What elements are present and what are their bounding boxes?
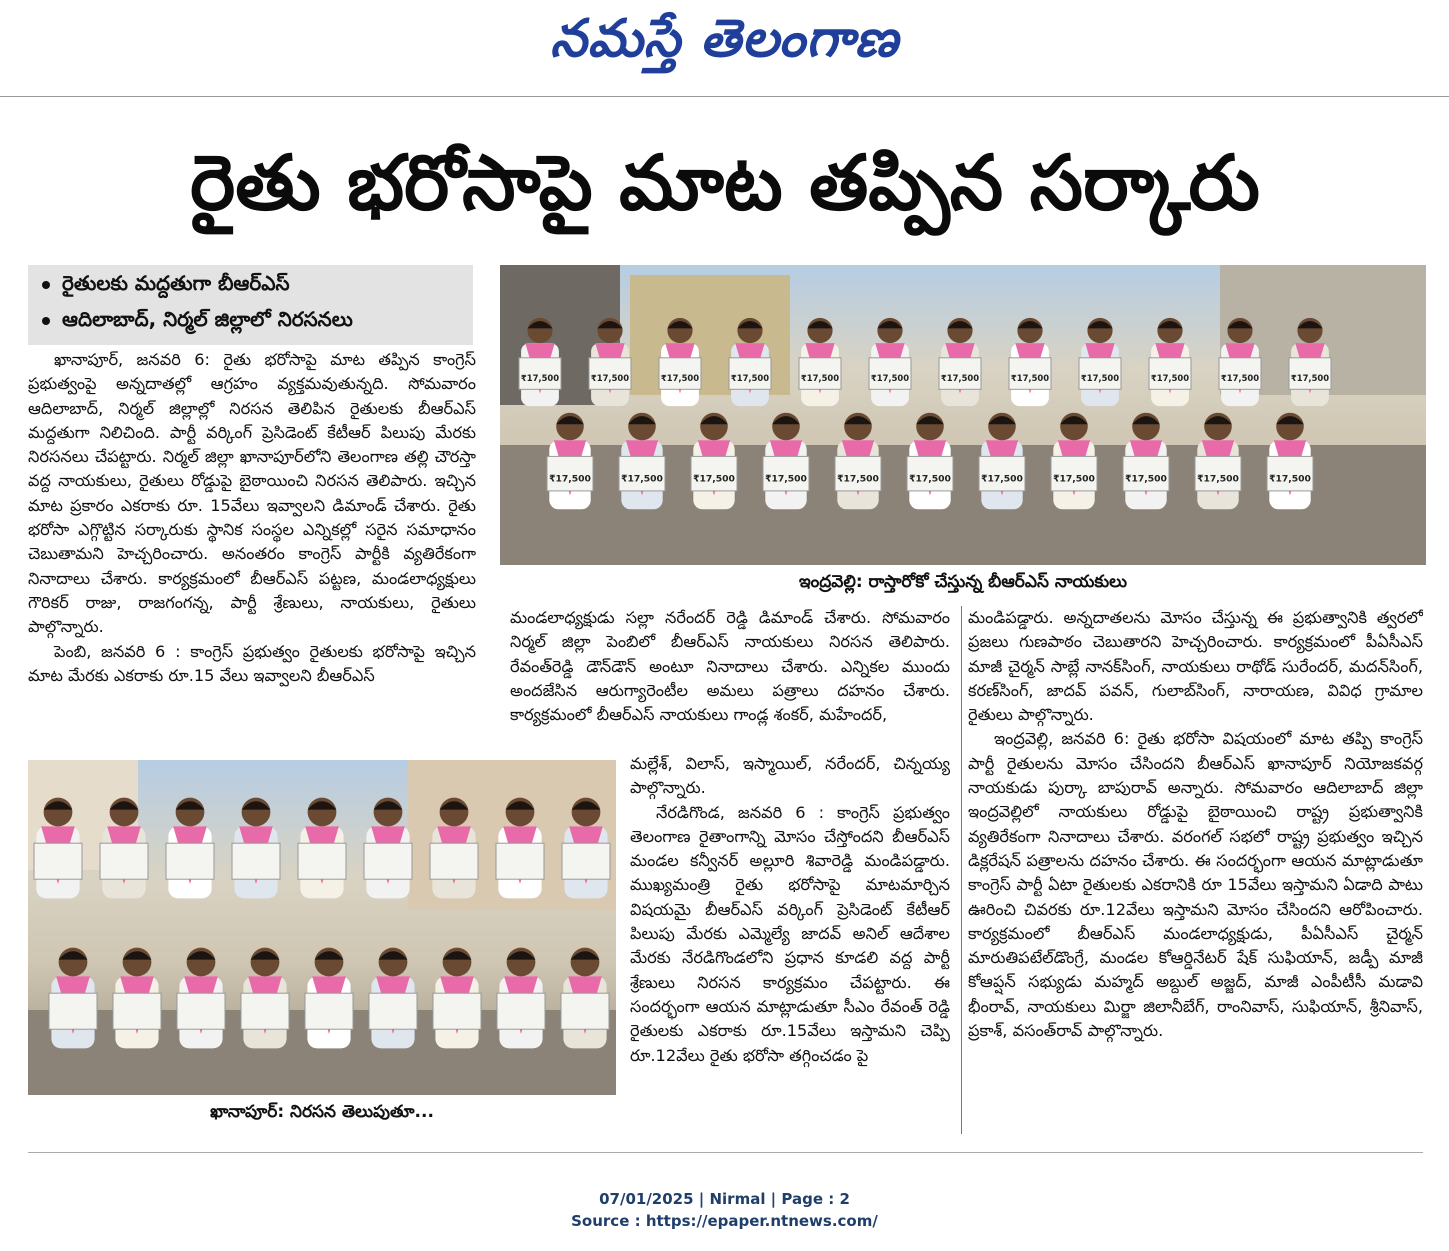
bullet-dot-icon <box>42 317 50 325</box>
svg-text:₹17,500: ₹17,500 <box>800 372 840 383</box>
bullet-text: రైతులకు మద్దతుగా బీఆర్‌ఎస్ <box>62 271 290 295</box>
svg-text:₹17,500: ₹17,500 <box>520 372 560 383</box>
bullet-item <box>28 265 473 301</box>
svg-text:₹17,500: ₹17,500 <box>1220 372 1260 383</box>
svg-text:₹17,500: ₹17,500 <box>1290 372 1330 383</box>
protester-figure <box>1123 413 1169 510</box>
protester-figure <box>113 948 161 1049</box>
protester-figure <box>1009 318 1051 406</box>
photo-indravelli-image <box>500 265 1426 565</box>
photo-khanapur <box>28 760 616 1095</box>
article-column-2 <box>630 752 950 1142</box>
bullet-box <box>28 265 473 345</box>
protester-figure <box>1079 318 1121 406</box>
protester-figure <box>305 948 353 1049</box>
paragraph-indravelli: ఇంద్రవెల్లి, జనవరి 6: రైతు భరోసా విషయంలో మాట తప్పి కాంగ్రెస్ పార్టీ రైతులను మోసం చేసిందని బీఆర్‌ఎస్ ఖానాపూర్ నియోజకవర్గ నాయకుడు పుర్కా బాపురావ్ అన్నారు. సోమవారం ఆదిలాబాద్ జిల్లా ఇంద్రవెల్లిలో నాయకులు రోడ్డుపై బైఠాయించి రాష్ట్ర ప్రభుత్వానికి వ్యతిరేకంగా నినాదాలు చేశారు. వరంగల్ సభలో రాష్ట్ర ప్రభుత్వం ఇచ్చిన డిక్లరేషన్ పత్రాలను దహనం చేశారు. ఈ సందర్భంగా ఆయన మాట్లాడుతూ కాంగ్రెస్ పార్టీ ఏటా రైతులకు ఎకరానికి రూ 15వేలు ఇస్తామని ఏడాది పాటు ఊరించి చివరకు రూ.12వేలు ఇస్తామని మోసం చేసిందని ఆరోపించారు. కార్యక్రమంలో బీఆర్‌ఎస్ మండలాధ్యక్షుడు, పీఏసీఎస్ చైర్మన్ మారుతిపటేల్‌డొంగ్రే, మండల కోఆర్డినేటర్ షేక్ సుఫియాన్, జడ్పీ మాజీ కోఆప్షన్ సభ్యుడు మహ్మద్ అబ్దుల్ అజ్జద్, మాజీ ఎంపీటీసీ మడావి భీంరావ్, నాయకులు మిర్జా జిలానీబేగ్, రాంనివాస్, సుఫియాన్, శ్రీనివాస్, ప్రకాశ్, వసంత్‌రావ్ పాల్గొన్నారు. <box>968 729 1423 1041</box>
svg-text:₹17,500: ₹17,500 <box>1197 473 1239 485</box>
svg-text:₹17,500: ₹17,500 <box>590 372 630 383</box>
protester-figure <box>369 948 417 1049</box>
bullet-dot-icon <box>42 281 50 289</box>
svg-text:₹17,500: ₹17,500 <box>765 473 807 485</box>
protester-figure <box>298 798 346 899</box>
protester-figure <box>619 413 665 510</box>
protester-figure <box>497 948 545 1049</box>
protester-figure <box>691 413 737 510</box>
svg-text:₹17,500: ₹17,500 <box>870 372 910 383</box>
masthead <box>0 0 1449 82</box>
article-column-1 <box>28 348 476 740</box>
svg-text:₹17,500: ₹17,500 <box>621 473 663 485</box>
svg-text:₹17,500: ₹17,500 <box>1080 372 1120 383</box>
column-divider <box>961 606 962 1134</box>
protester-figure <box>835 413 881 510</box>
bullet-item <box>28 301 473 337</box>
svg-text:₹17,500: ₹17,500 <box>1150 372 1190 383</box>
protester-figure <box>241 948 289 1049</box>
protester-figure <box>232 798 280 899</box>
svg-text:₹17,500: ₹17,500 <box>1125 473 1167 485</box>
bottom-rule <box>28 1152 1423 1153</box>
protester-figure <box>939 318 981 406</box>
protester-figure <box>907 413 953 510</box>
protester-figure <box>1149 318 1191 406</box>
article-column-2-top <box>510 606 950 740</box>
protester-figure <box>547 413 593 510</box>
masthead-title: నమస్తే తెలంగాణ <box>550 8 899 69</box>
protester-figure <box>799 318 841 406</box>
protester-figure <box>1195 413 1241 510</box>
paragraph-khanapur: ఖానాపూర్, జనవరి 6: రైతు భరోసాపై మాట తప్పిన కాంగ్రెస్ ప్రభుత్వంపై అన్నదాతల్లో ఆగ్రహం వ్యక్తమవుతున్నది. సోమవారం ఆదిలాబాద్, నిర్మల్ జిల్లాల్లో నిరసన తెలిపిన రైతులకు బీఆర్‌ఎస్ మద్దతుగా నిలిచింది. పార్టీ వర్కింగ్ ప్రెసిడెంట్ కేటీఆర్ పిలుపు మేరకు నిరసనలు చేపట్టారు. నిర్మల్ జిల్లా ఖానాపూర్‌లోని తెలంగాణ తల్లి చౌరస్తా వద్ద నాయకులు, రైతులు రోడ్డుపై బైఠాయించి నిరసన తెలిపారు. ఇచ్చిన మాట ప్రకారం ఎకరాకు రూ. 15వేలు ఇవ్వాలని డిమాండ్ చేశారు. రైతు భరోసా ఎగ్గొట్టిన సర్కారుకు స్థానిక సంస్థల ఎన్నికల్లో సరైన సమాధానం చెబుతామని హెచ్చరించారు. అనంతరం కాంగ్రెస్ పార్టీకి వ్యతిరేకంగా నినాదాలు చేశారు. కార్యక్రమంలో బీఆర్‌ఎస్ పట్టణ, మండలాధ్యక్షులు గౌరికర్ రాజు, రాజగంగన్న, పార్టీ శ్రేణులు, నాయకులు, రైతులు పాల్గొన్నారు. <box>28 350 476 637</box>
paragraph-pembi-end: మల్లేశ్, విలాస్, ఇస్మాయిల్, నరేందర్, చిన్నయ్య పాల్గొన్నారు. <box>630 754 950 798</box>
svg-text:₹17,500: ₹17,500 <box>1010 372 1050 383</box>
footer-date-page: 07/01/2025 | Nirmal | Page : 2 <box>599 1190 850 1208</box>
svg-text:₹17,500: ₹17,500 <box>1269 473 1311 485</box>
protester-figure <box>364 798 412 899</box>
protester-figure <box>979 413 1025 510</box>
caption-khanapur: ఖానాపూర్: నిరసన తెలుపుతూ... <box>210 1102 434 1122</box>
svg-text:₹17,500: ₹17,500 <box>693 473 735 485</box>
svg-text:₹17,500: ₹17,500 <box>549 473 591 485</box>
headline: రైతు భరోసాపై మాట తప్పిన సర్కారు <box>190 138 1260 227</box>
paragraph-pembi: పెంబి, జనవరి 6 : కాంగ్రెస్ ప్రభుత్వం రైతులకు భరోసాపై ఇచ్చిన మాట మేరకు ఎకరాకు రూ.15 వేలు ఇవ్వాలని బీఆర్‌ఎస్ <box>28 641 476 685</box>
protester-figure <box>166 798 214 899</box>
protester-figure <box>433 948 481 1049</box>
svg-text:₹17,500: ₹17,500 <box>940 372 980 383</box>
protester-figure <box>177 948 225 1049</box>
caption-indravelli: ఇంద్రవెల్లి: రాస్తారోకో చేస్తున్న బీఆర్‌ఎస్ నాయకులు <box>798 572 1128 592</box>
footer-source: Source : https://epaper.ntnews.com/ <box>571 1212 878 1230</box>
protester-figure <box>1051 413 1097 510</box>
protester-figure <box>561 948 609 1049</box>
photo-indravelli <box>500 265 1426 565</box>
svg-text:₹17,500: ₹17,500 <box>1053 473 1095 485</box>
photo-khanapur-image <box>28 760 616 1095</box>
svg-text:₹17,500: ₹17,500 <box>730 372 770 383</box>
paragraph-pembi-cont: మండలాధ్యక్షుడు సల్లా నరేందర్ రెడ్డి డిమాండ్ చేశారు. సోమవారం నిర్మల్ జిల్లా పెంబిలో బీఆర్‌ఎస్ నాయకులు నిరసన తెలిపారు. రేవంత్‌రెడ్డి డౌన్‌డౌన్ అంటూ నినాదాలు చేశారు. ఎన్నికల ముందు అందజేసిన ఆరుగ్యారెంటీల అమలు పత్రాలు దహనం చేశారు. కార్యక్రమంలో బీఆర్‌ఎస్ నాయకులు గాండ్ల శంకర్, మహేందర్, <box>510 608 950 725</box>
protester-figure <box>869 318 911 406</box>
protester-figure <box>1267 413 1313 510</box>
protester-figure <box>49 948 97 1049</box>
svg-text:₹17,500: ₹17,500 <box>837 473 879 485</box>
masthead-rule <box>0 96 1449 97</box>
protester-figure <box>763 413 809 510</box>
svg-text:₹17,500: ₹17,500 <box>660 372 700 383</box>
svg-text:₹17,500: ₹17,500 <box>981 473 1023 485</box>
paragraph-neradigonda: నేరడిగొండ, జనవరి 6 : కాంగ్రెస్ ప్రభుత్వం తెలంగాణ రైతాంగాన్ని మోసం చేస్తోందని బీఆర్‌ఎస్ మండల కన్వీనర్ అల్లూరి శివారెడ్డి మండిపడ్డారు. ముఖ్యమంత్రి రైతు భరోసాపై మాటమార్చిన విషయమై బీఆర్‌ఎస్ వర్కింగ్ ప్రెసిడెంట్ కేటీఆర్ పిలుపు మేరకు ఎమ్మెల్యే జాదవ్ అనిల్ ఆదేశాల మేరకు నేరడిగొండలోని ప్రధాన కూడలి వద్ద పార్టీ శ్రేణులు నిరసన కార్యక్రమం చేపట్టారు. ఈ సందర్భంగా ఆయన మాట్లాడుతూ సీఎం రేవంత్ రెడ్డి రైతులకు ఎకరాకు రూ.15వేలు ఇస్తామని చెప్పి రూ.12వేలు రైతు భరోసా తగ్గించడం పై <box>630 802 950 1065</box>
article-column-3 <box>968 606 1423 1134</box>
bullet-text: ఆదిలాబాద్, నిర్మల్ జిల్లాలో నిరసనలు <box>62 307 353 331</box>
paragraph-neradigonda-end: మండిపడ్డారు. అన్నదాతలను మోసం చేస్తున్న ఈ ప్రభుత్వానికి త్వరలో ప్రజలు గుణపాఠం చెబుతారని హెచ్చరించారు. కార్యక్రమంలో పీఏసీఎస్ మాజీ చైర్మన్ సాబ్లే నానక్‌సింగ్, నాయకులు రాథోడ్ సురేందర్, మదన్‌సింగ్, కరణ్‌సింగ్, జాదవ్ పవన్, గులాబ్‌సింగ్, నారాయణ, వివిధ గ్రామాల రైతులు పాల్గొన్నారు. <box>968 608 1423 725</box>
svg-text:₹17,500: ₹17,500 <box>909 473 951 485</box>
